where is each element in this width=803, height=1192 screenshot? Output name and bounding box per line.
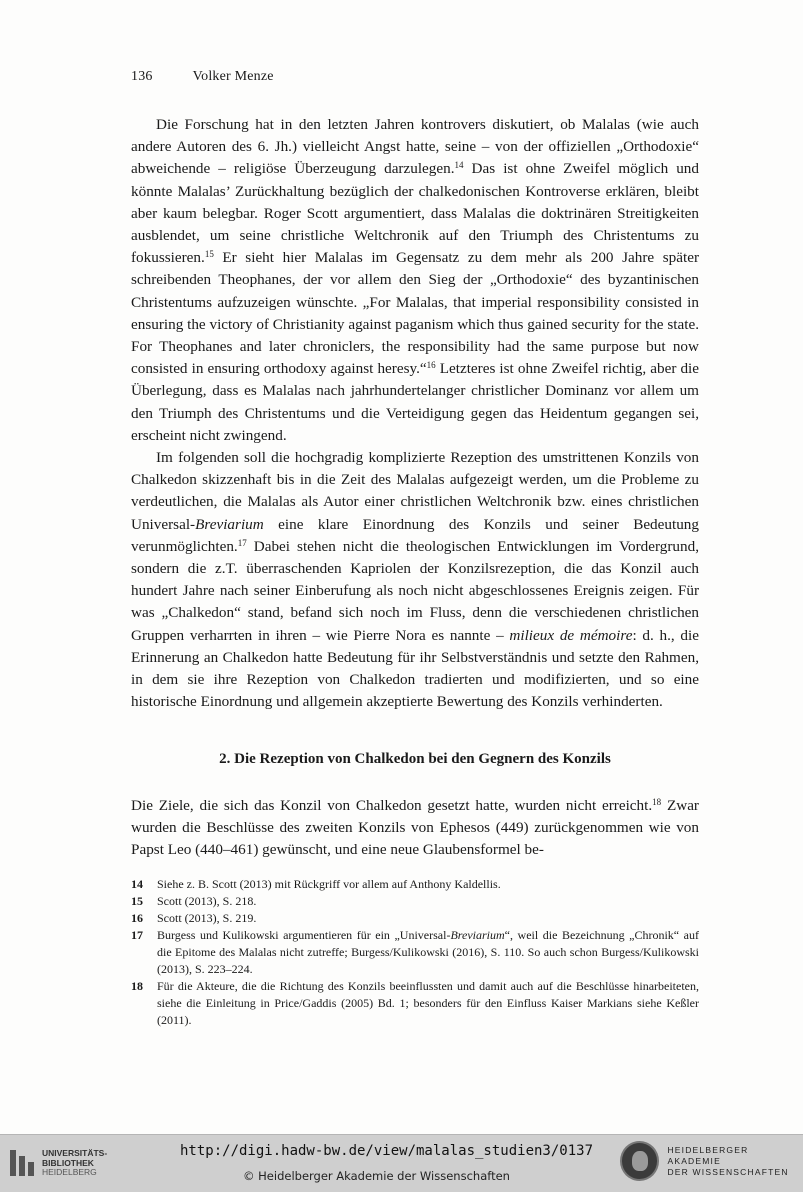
footnote-number: 16 bbox=[131, 911, 143, 925]
text-run: eine klare Einordnung des Konzils und seiner Bedeutung verunmöglichten. bbox=[131, 515, 699, 555]
text-run: : d. h., die Erinnerung an Chalkedon hatte Bedeutung für ihr Selbstverständnis und setzte den Rahmen, in dem sie ihre Rezeption von Chalkedon tradierten und modifizierten, und so eine historische Einordnung und allgemein akzeptierte Bewertung des Konzils verhinderten. bbox=[131, 626, 699, 711]
running-head-author: Volker Menze bbox=[192, 69, 274, 84]
italic-term: Breviarium bbox=[195, 515, 264, 533]
text-run: Letzteres ist ohne Zweifel richtig, aber die Überlegung, dass es Malalas nach jahrhundertelanger christlicher Dominanz vor allem um den Triumph des Christentums und die Verteidigung gegen das Heidentum gegangen sei, erscheint nicht zwingend. bbox=[131, 360, 700, 444]
italic-term: milieux de mémoire bbox=[509, 626, 633, 644]
footnote-text: Scott (2013), S. 218. bbox=[157, 894, 257, 908]
running-head bbox=[131, 69, 274, 85]
hadw-logo[interactable] bbox=[620, 1141, 803, 1181]
ub-line: UNIVERSITÄTS- bbox=[42, 1148, 108, 1158]
italic-term: Breviarium bbox=[450, 928, 505, 942]
ub-line: HEIDELBERG bbox=[42, 1167, 97, 1177]
footnote-number: 17 bbox=[131, 928, 143, 942]
paragraph bbox=[131, 114, 699, 447]
text-run: Die Forschung hat in den letzten Jahren kontrovers diskutiert, ob Malalas (wie auch andere Autoren des 6. Jh.) vielleicht Angst hatte, seine – von der offiziellen „Orthodoxie“ abweichende – religiöse Überzeugung darzulegen. bbox=[131, 116, 699, 178]
copyright-notice: © Heidelberger Akademie der Wissenschaften bbox=[243, 1169, 510, 1183]
footnote-text bbox=[157, 927, 699, 978]
section-heading: 2. Die Rezeption von Chalkedon bei den Gegnern des Konzils bbox=[219, 751, 611, 767]
footnote bbox=[131, 910, 699, 927]
main-text bbox=[131, 114, 699, 713]
paragraph bbox=[131, 795, 699, 862]
footnote bbox=[131, 978, 699, 1029]
source-url-link[interactable]: http://digi.hadw-bw.de/view/malalas_studien3/0137 bbox=[180, 1143, 594, 1159]
text-run: Er sieht hier Malalas im Gegensatz zu dem mehr als 200 Jahre später schreibenden Theophanes, der vor allem den Sieg der „Orthodoxie“ des byzantinischen Christentums aufzuzeigen wünschte. „For Malalas, that imperial responsibility consisted in ensuring the victory of Christianity against paganism which thus gained security for the state. For Theophanes and later chroniclers, the responsibility had the same purpose but now consisted in ensuring orthodoxy against heresy.“ bbox=[131, 249, 699, 378]
footnote bbox=[131, 876, 699, 893]
footer-bar bbox=[0, 1134, 803, 1192]
footnote-ref[interactable]: 18 bbox=[652, 797, 662, 807]
footnote-text: Siehe z. B. Scott (2013) mit Rückgriff vor allem auf Anthony Kaldellis. bbox=[157, 877, 501, 891]
text-run: “, weil die Bezeichnung „Chronik“ auf die Epitome des Malalas nicht zutreffe; Burgess/Kulikowski (2016), S. 110. So auch schon Burgess/Kulikowski (2013), S. 223–224. bbox=[157, 928, 699, 976]
footnote-ref[interactable]: 17 bbox=[237, 537, 247, 548]
ub-logo-icon bbox=[10, 1150, 36, 1176]
footnote bbox=[131, 893, 699, 910]
footnote-number: 15 bbox=[131, 894, 143, 908]
hadw-line: HEIDELBERGER AKADEMIE bbox=[667, 1144, 749, 1166]
text-run: Das ist ohne Zweifel möglich und könnte Malalas’ Zurückhaltung bezüglich der chalkedonischen Kontroverse erklären, bleibt aber kaum belegbar. Roger Scott argumentiert, dass Malalas die doktrinären Streitigkeiten ausblendet, um seine christliche Weltchronik auf den Triumph des Christentums zu fokussieren. bbox=[131, 160, 699, 267]
footnote-ref[interactable]: 16 bbox=[426, 360, 436, 371]
footnote-text: Scott (2013), S. 219. bbox=[157, 911, 257, 925]
ub-heidelberg-logo[interactable] bbox=[10, 1149, 107, 1178]
text-run: Burgess und Kulikowski argumentieren für ein „Universal- bbox=[157, 928, 451, 942]
section-text bbox=[131, 795, 699, 862]
footnote-ref[interactable]: 14 bbox=[454, 160, 464, 171]
footnote-number: 14 bbox=[131, 877, 143, 891]
hadw-seal-icon bbox=[620, 1141, 659, 1181]
footnote-number: 18 bbox=[131, 979, 143, 993]
text-run: Zwar wurden die Beschlüsse des zweiten Konzils von Ephesos (449) zurückgenommen wie von Papst Leo (440–461) gewünscht, und eine neue Glaubensformel be- bbox=[131, 797, 699, 859]
footnote-ref[interactable]: 15 bbox=[204, 249, 214, 260]
ub-logo-text bbox=[42, 1149, 107, 1178]
hadw-line: DER WISSENSCHAFTEN bbox=[667, 1166, 789, 1177]
page-number: 136 bbox=[131, 69, 153, 84]
text-run: Die Ziele, die sich das Konzil von Chalkedon gesetzt hatte, wurden nicht erreicht. bbox=[131, 797, 653, 814]
hadw-logo-text bbox=[667, 1145, 803, 1178]
paragraph bbox=[131, 447, 699, 713]
text-run: Dabei stehen nicht die theologischen Entwicklungen im Vordergrund, sondern die z.T. überraschenden Kapriolen der Konzilsrezeption, die das Konzil auch hundert Jahre nach seiner Einberufung als noch nicht abgeschlossenes Ereignis zeigen. Für was „Chalkedon“ stand, befand sich noch im Fluss, denn die verschiedenen christlichen Gruppen verharrten in ihren – wie Pierre Nora es nannte – bbox=[131, 537, 699, 644]
footnotes bbox=[131, 876, 699, 1029]
ub-line: BIBLIOTHEK bbox=[42, 1157, 94, 1168]
text-run: Im folgenden soll die hochgradig komplizierte Rezeption des umstrittenen Konzils von Chalkedon skizzenhaft bis in die Zeit des Malalas aufgezeigt werden, um die Probleme zu verdeutlichen, die Malalas als Autor einer christlichen Weltchronik bzw. eines christlichen Universal- bbox=[131, 449, 699, 533]
footnote bbox=[131, 927, 699, 978]
footnote-text: Für die Akteure, die die Richtung des Konzils beeinflussten und damit auch auf die Beschlüsse hinarbeiteten, siehe die Einleitung in Price/Gaddis (2005) Bd. 1; besonders für den Einfluss Kaiser Markians siehe Keßler (2011). bbox=[157, 979, 699, 1027]
